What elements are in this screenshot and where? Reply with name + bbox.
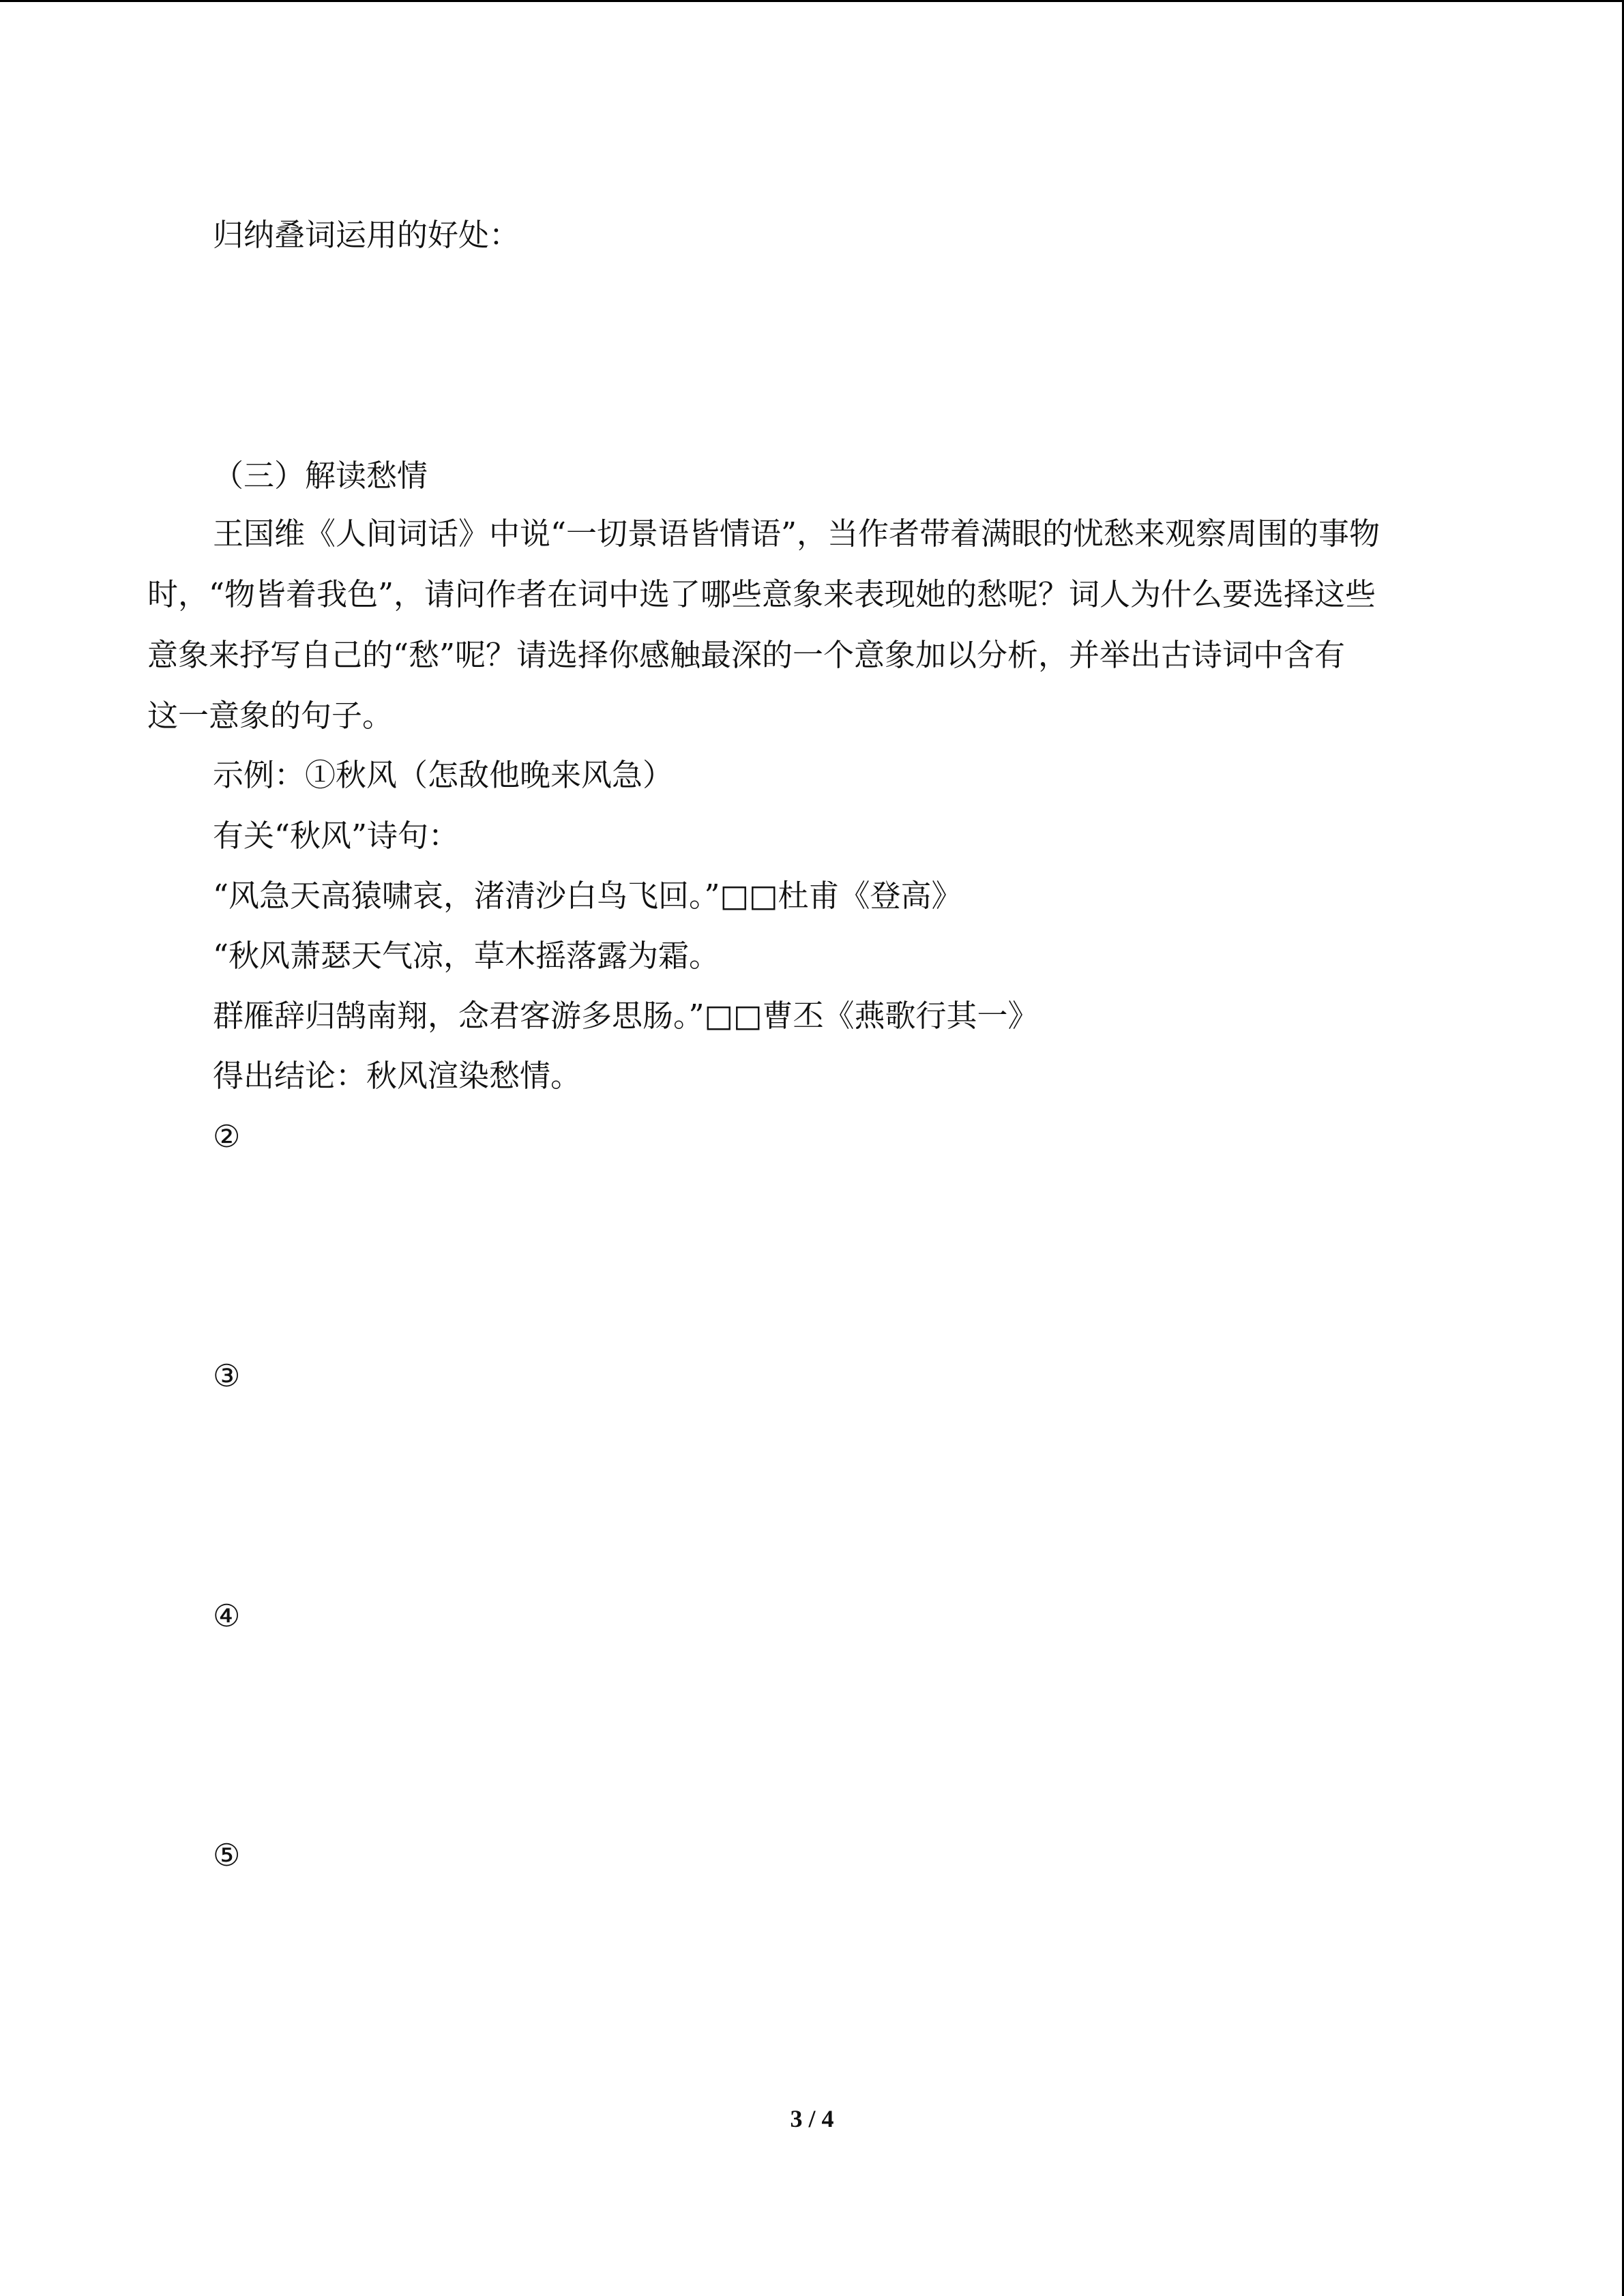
poem-1: “风急天高猿啸哀，渚清沙白鸟飞回。”□□杜甫《登高》: [213, 878, 962, 914]
summary-prompt: 归纳叠词运用的好处：: [213, 217, 520, 253]
poem-2-line-2: 群雁辞归鹄南翔，念君客游多思肠。”□□曹丕《燕歌行其一》: [213, 998, 1039, 1034]
question-line-3: 意象来抒写自己的“愁”呢？请选择你感触最深的一个意象加以分析，并举出古诗词中含有: [147, 637, 1346, 673]
page-number: 3 / 4: [790, 2105, 834, 2132]
example-label: 示例：①秋风（怎敌他晚来风急）: [213, 757, 674, 793]
conclusion: 得出结论：秋风渲染愁情。: [213, 1058, 582, 1094]
blank-marker-2: ②: [213, 1118, 241, 1154]
question-line-1: 王国维《人间词话》中说“一切景语皆情语”，当作者带着满眼的忧愁来观察周围的事物: [213, 516, 1381, 552]
related-poems-label: 有关“秋风”诗句：: [213, 818, 460, 854]
blank-marker-5: ⑤: [213, 1837, 241, 1873]
page-border-top: [0, 0, 1624, 2]
blank-marker-3: ③: [213, 1358, 241, 1394]
question-line-2: 时，“物皆着我色”，请问作者在词中选了哪些意象来表现她的愁呢？词人为什么要选择这些: [147, 576, 1376, 612]
poem-2-line-1: “秋风萧瑟天气凉，草木摇落露为霜。: [213, 938, 720, 974]
section-heading: （三）解读愁情: [213, 458, 428, 494]
question-line-4: 这一意象的句子。: [147, 698, 394, 734]
blank-marker-4: ④: [213, 1598, 241, 1634]
